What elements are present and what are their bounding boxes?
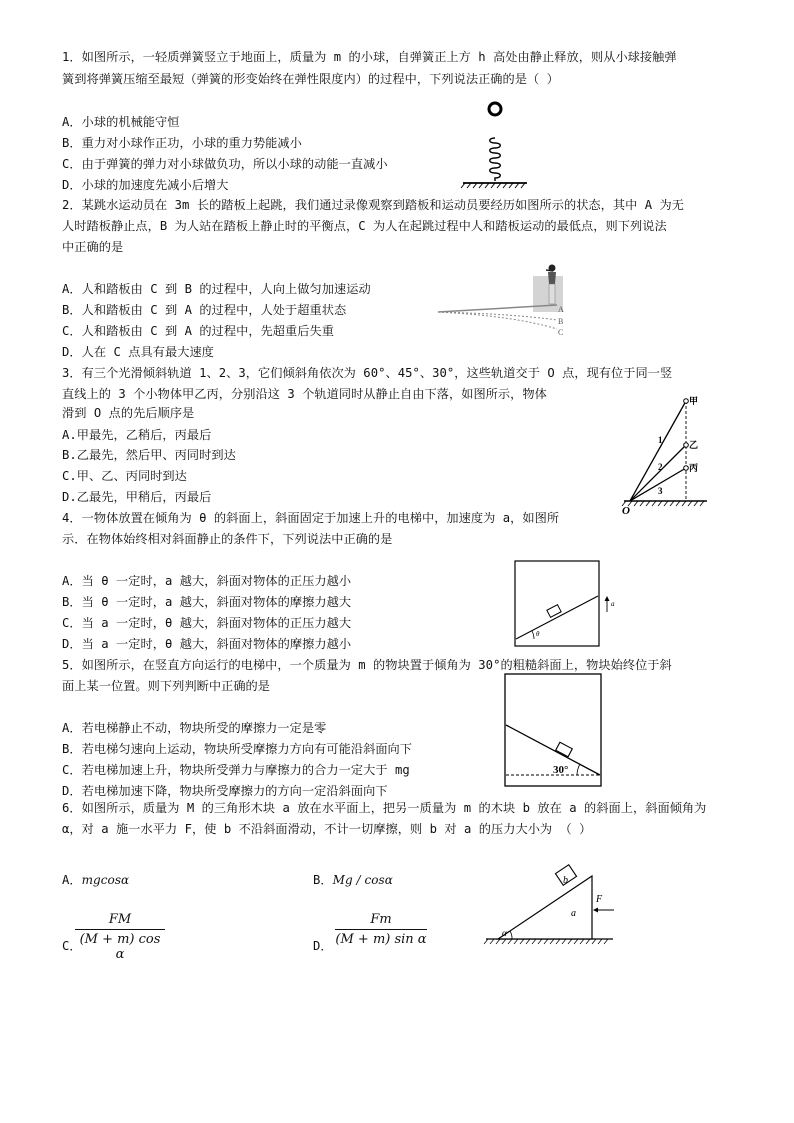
label-jia: 甲 [689, 397, 699, 407]
fraction-numerator: FM [108, 912, 132, 927]
q2-stem-line1: 2．某跳水运动员在 3m 长的踏板上起跳，我们通过录像观察到踏板和运动员要经历如图所示的状态，其中 A 为无 [62, 198, 685, 212]
q4-stem-line2: 示．在物体始终相对斜面静止的条件下，下列说法中正确的是 [62, 532, 393, 546]
q5-option-c: C．若电梯加速上升，物块所受弹力与摩擦力的合力一定大于 mg [62, 763, 410, 777]
q2-option-c: C．人和踏板由 C 到 A 的过程中，先超重后失重 [62, 324, 334, 338]
q5-option-a: A．若电梯静止不动，物块所受的摩擦力一定是零 [62, 721, 327, 735]
q1-spring-figure [455, 96, 530, 191]
label-alpha: α [502, 928, 507, 938]
q6-option-d-fraction [335, 912, 427, 947]
label-a: a [571, 908, 576, 919]
q6-option-a [62, 873, 129, 888]
ground-hatch [484, 939, 608, 944]
option-expression: Mg / cosα [332, 873, 393, 887]
incline-surface [516, 596, 598, 639]
q1-option-a: A．小球的机械能守恒 [62, 115, 180, 129]
option-letter: A． [62, 873, 82, 887]
q3-option-d: D.乙最先，甲稍后，丙最后 [62, 490, 212, 504]
q1-option-c: C．由于弹簧的弹力对小球做负功，所以小球的动能一直减小 [62, 157, 388, 171]
object-bing-dot [684, 466, 689, 471]
q6-option-c-letter: C． [62, 939, 82, 953]
q2-diving-board-figure [435, 262, 585, 342]
q4-option-d: D．当 a 一定时，θ 越大，斜面对物体的摩擦力越小 [62, 637, 352, 651]
option-expression: mgcosα [81, 873, 130, 887]
ball-icon [489, 103, 501, 115]
q4-option-b: B．当 θ 一定时，a 越大，斜面对物体的摩擦力越大 [62, 595, 352, 609]
label-a: A [558, 305, 564, 314]
q3-track-figure [612, 390, 712, 518]
q4-elevator-figure [512, 558, 622, 650]
q2-stem-line2: 人时踏板静止点，B 为人站在踏板上静止时的平衡点，C 为人在起跳过程中人和踏板运动的最低点，则下列说法 [62, 219, 667, 233]
spring-coil [490, 138, 501, 181]
q1-stem-line2: 簧到将弹簧压缩至最短（弹簧的形变始终在弹性限度内）的过程中，下列说法正确的是（ ） [62, 72, 559, 86]
q4-option-a: A．当 θ 一定时，a 越大，斜面对物体的正压力越小 [62, 574, 352, 588]
q2-option-d: D．人在 C 点具有最大速度 [62, 345, 214, 359]
q3-option-b: B.乙最先，然后甲、丙同时到达 [62, 448, 236, 462]
angle-arc [577, 764, 580, 775]
q3-option-c: C.甲、乙、丙同时到达 [62, 469, 187, 483]
object-yi-dot [684, 443, 689, 448]
q1-option-b: B．重力对小球作正功，小球的重力势能减小 [62, 136, 302, 150]
fraction-denominator: (M + m) cos α [75, 929, 165, 962]
label-o: O [622, 505, 630, 517]
label-f: F [596, 894, 603, 905]
board-position-c [438, 312, 557, 329]
q3-option-a: A.甲最先，乙稍后，丙最后 [62, 428, 212, 442]
label-theta: θ [536, 630, 540, 638]
label-track-3: 3 [658, 486, 663, 496]
label-bing: 丙 [689, 464, 699, 474]
q4-stem-line1: 4．一物体放置在倾角为 θ 的斜面上，斜面固定于加速上升的电梯中，加速度为 a，如图所 [62, 511, 560, 525]
object-jia-dot [684, 399, 689, 404]
label-b: b [563, 875, 568, 886]
angle-arc [532, 631, 534, 639]
q3-stem-line3: 滑到 O 点的先后顺序是 [62, 406, 195, 420]
fraction-numerator: Fm [370, 912, 392, 927]
q2-option-b: B．人和踏板由 C 到 A 的过程中，人处于超重状态 [62, 303, 347, 317]
label-track-2: 2 [658, 462, 663, 472]
q2-stem-line3: 中正确的是 [62, 240, 124, 254]
q6-wedge-figure [480, 858, 620, 948]
q2-option-a: A．人和踏板由 C 到 B 的过程中，人向上做匀加速运动 [62, 282, 371, 296]
label-30-degrees: 30° [553, 764, 569, 776]
q3-stem-line1: 3．有三个光滑倾斜轨道 1、2、3，它们倾斜角依次为 60°、45°、30°，这些轨道交于 O 点，现有位于同一竖 [62, 366, 673, 380]
q5-elevator-figure [503, 672, 605, 790]
q5-option-d: D．若电梯加速下降，物块所受摩擦力的方向一定沿斜面向下 [62, 784, 388, 798]
arrow-up-icon [605, 596, 610, 601]
q6-option-d-letter: D． [313, 939, 333, 953]
label-b: B [558, 317, 564, 326]
option-letter: B． [313, 873, 333, 887]
q6-stem-line2: α，对 a 施一水平力 F，使 b 不沿斜面滑动，不计一切摩擦，则 b 对 a 的压力大小为 （ ） [62, 822, 592, 836]
fraction-denominator: (M + m) sin α [335, 929, 427, 947]
object-block [547, 605, 561, 618]
q6-stem-line1: 6．如图所示，质量为 M 的三角形木块 a 放在水平面上，把另一质量为 m 的木块 b 放在 a 的斜面上，斜面倾角为 [62, 801, 707, 815]
q6-option-c-fraction [75, 912, 165, 962]
label-a: a [611, 600, 615, 608]
wedge-a [498, 876, 592, 939]
q5-stem-line1: 5．如图所示，在竖直方向运行的电梯中，一个质量为 m 的物块置于倾角为 30°的粗糙斜面上，物块始终位于斜 [62, 658, 672, 672]
label-yi: 乙 [689, 441, 699, 451]
q5-option-b: B．若电梯匀速向上运动，物块所受摩擦力方向有可能沿斜面向下 [62, 742, 413, 756]
object-block [556, 742, 573, 757]
label-track-1: 1 [658, 435, 663, 445]
q4-option-c: C．当 a 一定时，θ 越大，斜面对物体的正压力越大 [62, 616, 352, 630]
q1-stem-line1: 1．如图所示，一轻质弹簧竖立于地面上，质量为 m 的小球，自弹簧正上方 h 高处由静止释放，则从小球接触弹 [62, 50, 677, 64]
q1-option-d: D．小球的加速度先减小后增大 [62, 178, 229, 192]
q3-stem-line2: 直线上的 3 个小物体甲乙丙，分别沿这 3 个轨道同时从静止自由下落，如图所示，物体 [62, 387, 547, 401]
arrow-left-icon [593, 908, 598, 913]
q6-option-b [313, 873, 393, 888]
label-c: C [558, 328, 564, 337]
q5-stem-line2: 面上某一位置。则下列判断中正确的是 [62, 679, 271, 693]
